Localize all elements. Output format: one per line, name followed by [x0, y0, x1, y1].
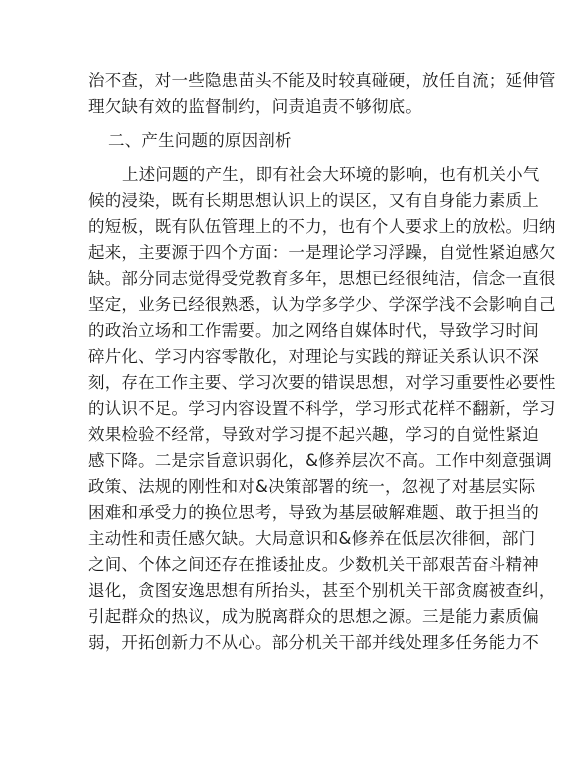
text-line: 弱，开拓创新力不从心。部分机关干部并线处理多任务能力不 — [88, 633, 539, 652]
text-line: 政策、法规的刚性和对&决策部署的统一，忽视了对基层实际 — [88, 477, 536, 496]
section-heading: 二、产生问题的原因剖析 — [108, 131, 292, 150]
paragraph — [88, 162, 556, 656]
paragraph-spacer — [88, 154, 508, 162]
text-line: 之间、个体之间还存在推诿扯皮。少数机关干部艰苦奋斗精神 — [88, 555, 539, 574]
text-line: 的短板，既有队伍管理上的不力，也有个人要求上的放松。归纳 — [88, 217, 556, 236]
paragraph-spacer — [88, 120, 508, 128]
text-line: 上述问题的产生，即有社会大环境的影响，也有机关小气 — [122, 165, 540, 184]
text-line: 的认识不足。学习内容设置不科学，学习形式花样不翻新，学习 — [88, 399, 556, 418]
text-line: 退化，贪图安逸思想有所抬头，甚至个别机关干部贪腐被查纠， — [88, 581, 556, 600]
text-line: 感下降。二是宗旨意识弱化，&修养层次不高。工作中刻意强调 — [88, 451, 552, 470]
text-line: 缺。部分同志觉得受党教育多年，思想已经很纯洁，信念一直很 — [88, 269, 556, 288]
text-line: 引起群众的热议，成为脱离群众的思想之源。三是能力素质偏 — [88, 607, 539, 626]
text-line: 的政治立场和工作需要。加之网络自媒体时代，导致学习时间 — [88, 321, 539, 340]
text-line: 刻，存在工作主要、学习次要的错误思想，对学习重要性必要性 — [88, 373, 556, 392]
text-line: 起来，主要源于四个方面：一是理论学习浮躁，自觉性紧迫感欠 — [88, 243, 556, 262]
text-line: 候的浸染，既有长期思想认识上的误区，又有自身能力素质上 — [88, 191, 539, 210]
text-line: 理欠缺有效的监督制约，问责追责不够彻底。 — [88, 97, 422, 116]
paragraph — [88, 68, 556, 120]
text-line: 主动性和责任感欠缺。大局意识和&修养在低层次徘徊，部门 — [88, 529, 536, 548]
document-body — [88, 68, 556, 656]
text-line: 坚定，业务已经很熟悉，认为学多学少、学深学浅不会影响自己 — [88, 295, 556, 314]
text-line: 治不查，对一些隐患苗头不能及时较真碰硬，放任自流；延伸管 — [88, 71, 556, 90]
text-line: 效果检验不经常，导致对学习提不起兴趣，学习的自觉性紧迫 — [88, 425, 539, 444]
text-line: 困难和承受力的换位思考，导致为基层破解难题、敢于担当的 — [88, 503, 539, 522]
text-line: 碎片化、学习内容零散化，对理论与实践的辩证关系认识不深 — [88, 347, 539, 366]
